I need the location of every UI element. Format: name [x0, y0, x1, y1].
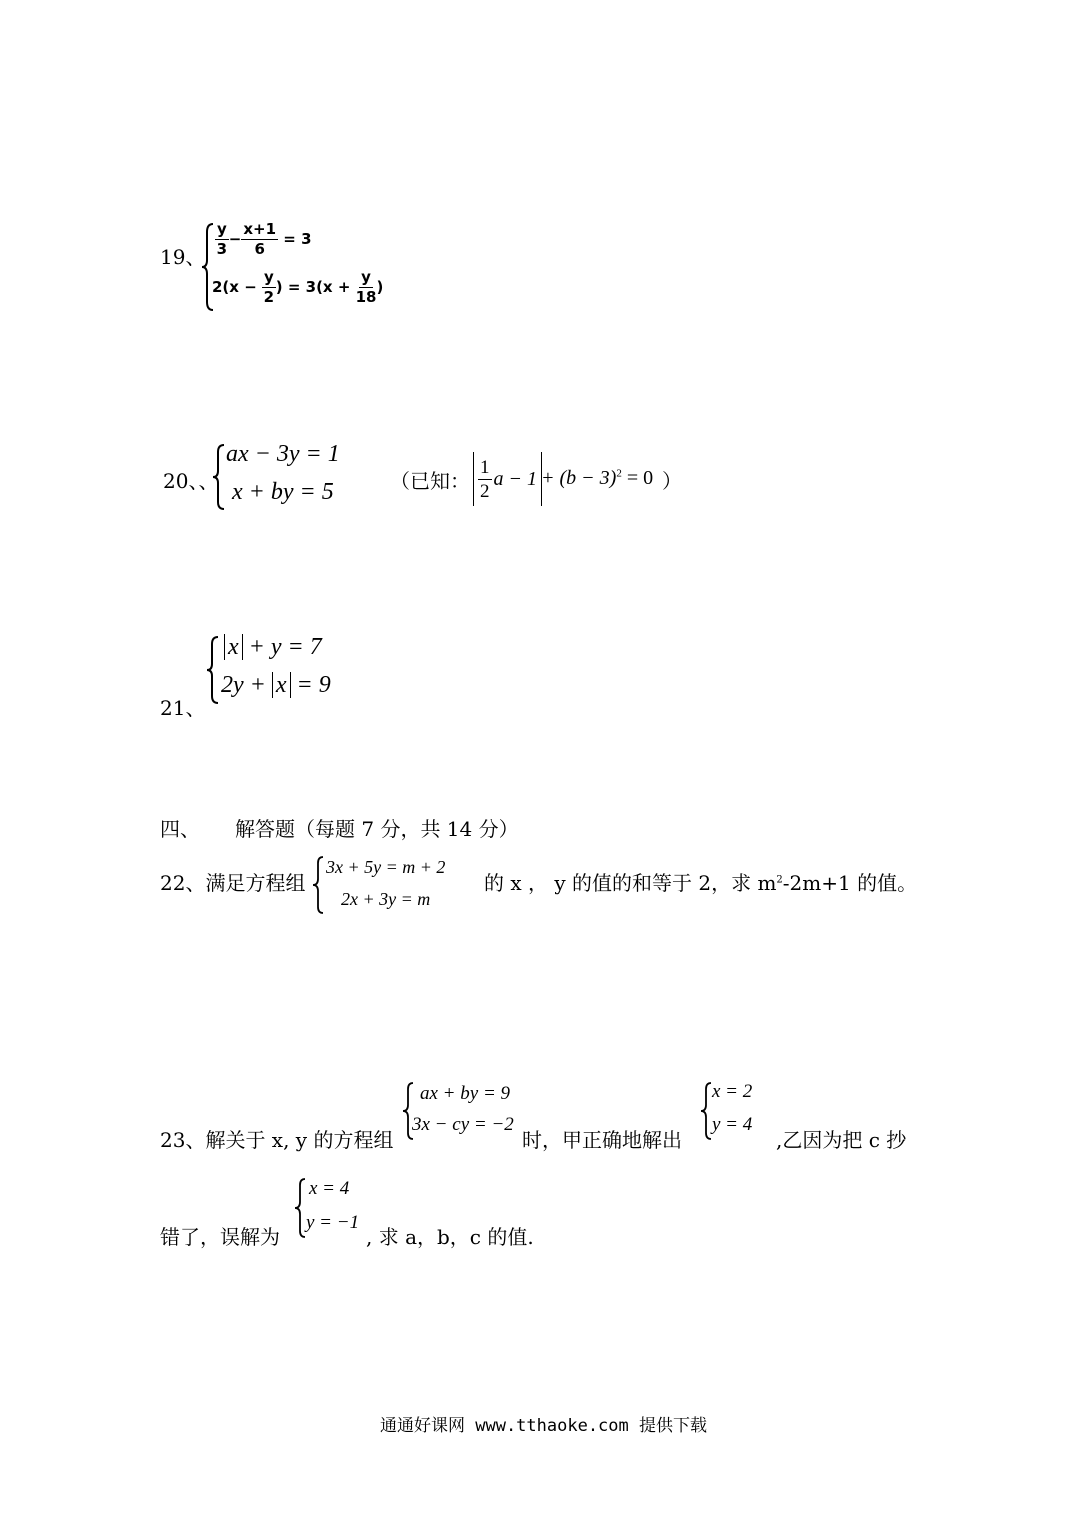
q23-tail: ,乙因为把 c 抄: [776, 1128, 907, 1152]
q20-absolute-value: $\frac{1}{2}$ a − 1: [473, 452, 542, 506]
q23-equation-1: ax + by = 9: [420, 1083, 511, 1104]
q23-correct-y: y = 4: [712, 1114, 753, 1135]
q23-correct-x: x = 2: [712, 1081, 753, 1102]
q21-brace: [206, 635, 222, 705]
q22-suffix: 的 x ， y 的值的和等于 2，求 $m^2-2m+1$ 的值。: [484, 871, 918, 895]
q20-given-tail: + $(b - 3)^2 = 0$: [541, 467, 654, 489]
footer-download-note: 通通好课网 www.tthaoke.com 提供下载: [380, 1416, 707, 1436]
q22-equation-2: 2x + 3y = m: [341, 889, 431, 909]
q20-equation-2: x + by = 5: [232, 479, 334, 505]
q19-equation-2: 2(x − $\frac{y}{2}$ ) = 3(x + $\frac{y}{18}$ ): [212, 268, 384, 306]
q20-given-suffix: ）: [662, 469, 682, 493]
q21-number: 21、: [160, 696, 206, 720]
q22-equation-1: 3x + 5y = m + 2: [326, 857, 446, 877]
q23-line2-prefix: 错了，误解为: [160, 1225, 280, 1249]
q19-equation-1: $\frac{y}{3}$ − $\frac{x+1}{6}$ = 3: [216, 220, 312, 258]
q23-prefix: 23、解关于 x, y 的方程组: [160, 1128, 394, 1152]
q20-number: 20、、: [163, 469, 219, 493]
q20-equation-1: ax − 3y = 1: [226, 441, 340, 467]
section-4-label: 四、: [160, 817, 200, 841]
q20-given-prefix: （已知：: [390, 469, 470, 493]
q22-prefix: 22、满足方程组: [160, 871, 306, 895]
q23-wrong-y: y = −1: [306, 1212, 360, 1233]
q21-equation-2: 2y + x = 9: [221, 672, 331, 698]
q23-mid: 时，甲正确地解出: [522, 1128, 682, 1152]
q19-number: 19、: [160, 245, 206, 269]
section-4-title: 解答题（每题 7 分，共 14 分）: [235, 817, 519, 841]
q22-brace: [312, 855, 326, 915]
q23-equation-2: 3x − cy = −2: [412, 1114, 514, 1135]
q21-equation-1: x + y = 7: [224, 634, 322, 661]
q23-line2-tail: , 求 a，b，c 的值.: [366, 1225, 534, 1249]
q23-wrong-x: x = 4: [309, 1178, 350, 1199]
